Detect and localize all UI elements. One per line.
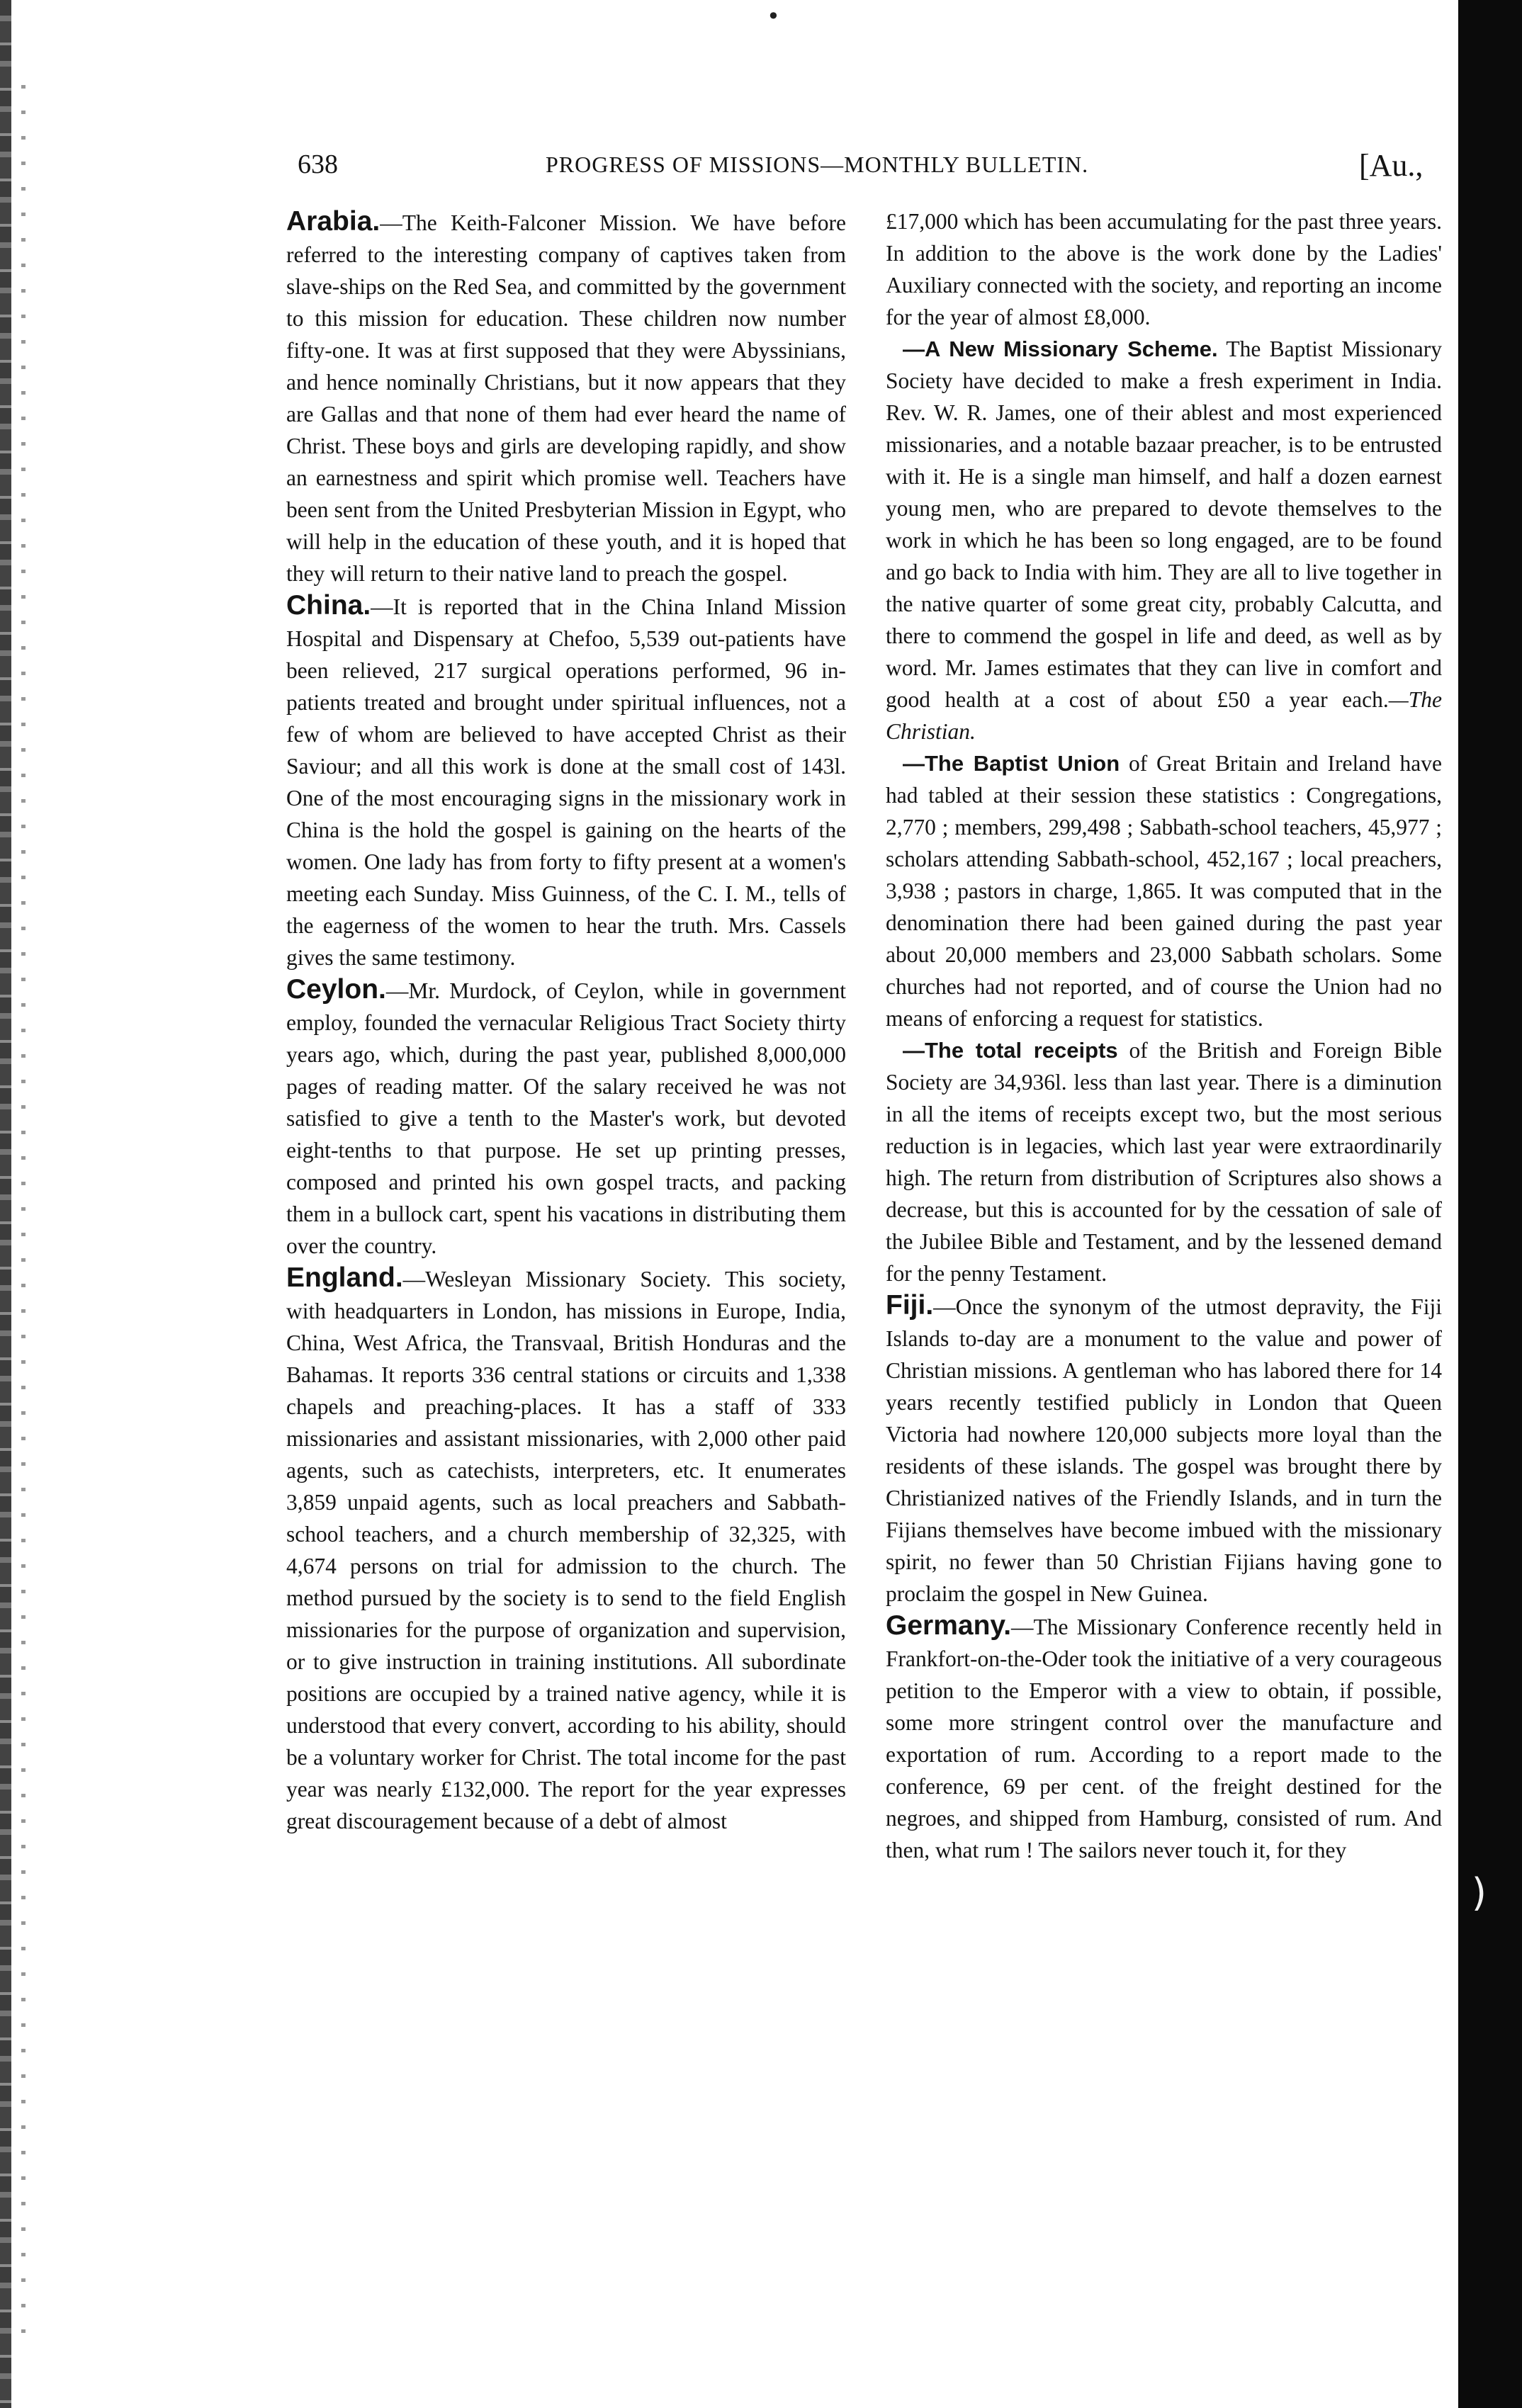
scan-edge-right (1458, 0, 1522, 2408)
paragraph-england (286, 1262, 846, 1837)
paragraph-fiji (886, 1289, 1442, 1610)
running-header (0, 142, 1522, 184)
paragraph-germany (886, 1610, 1442, 1866)
top-mark: • (767, 3, 780, 30)
scan-edge-dots (21, 85, 26, 2352)
paragraph-china (286, 589, 846, 973)
paragraph-text: £17,000 which has been accumulating for the past three years. In addition to the above is the work done by the Ladies' Auxiliary connected with the society, and reporting an income for the year of almost £8,000. (886, 209, 1442, 329)
paragraph-text: The Baptist Missionary Society have decided to make a fresh experiment in India. Rev. W. R. James, one of their ablest and most experienced missionaries, and a notable bazaar preacher, is to be entrusted with it. He is a single man himself, and half a dozen earnest young men, who are prepared to devote themselves to the work in which he has been so long engaged, are to be found and go back to India with him. They are all to live together in the native quarter of some great city, probably Calcutta, and there to commend the gospel in life and deed, as well as by word. Mr. James estimates that they can live in comfort and good health at a cost of about £50 a year each. (886, 337, 1442, 712)
paragraph-text: —Wesleyan Missionary Society. This society, with headquarters in London, has missions in Europe, India, China, West Africa, the Transvaal, British Honduras and the Bahamas. It reports 336 central stations or circuits and 1,338 chapels and preaching-places. It has a staff of 333 missionaries and assistant missionaries, with 2,000 other paid agents, such as catechists, interpreters, etc. It enumerates 3,859 unpaid agents, such as local preachers and Sabbath-school teachers, and a church membership of 32,325, with 4,674 persons on trial for admission to the church. The method pursued by the society is to send to the field English missionaries for the purpose of organization and supervision, or to give instruction in training institutions. All subordinate positions are occupied by a trained native agency, while it is understood that every convert, according to his ability, should be a voluntary worker for Christ. The total income for the past year was nearly £132,000. The report for the year expresses great discouragement because of a debt of almost (286, 1267, 846, 1833)
paragraph-text: —Mr. Murdock, of Ceylon, while in government employ, founded the vernacular Religious Tract Society thirty years ago, which, during the past year, published 8,000,000 pages of reading matter. Of the salary received he was not satisfied to give a tenth to the Master's work, but devoted eight-tenths to that purpose. He set up printing presses, composed and printed his own gospel tracts, and packing them in a bullock cart, spent his vacations in distributing them over the country. (286, 978, 846, 1258)
paragraph-text: —The Keith-Falconer Mission. We have before referred to the interesting company of captives taken from slave-ships on the Red Sea, and committed by the government to this mission for education. These children now number fifty-one. It was at first supposed that they were Abyssinians, and hence nominally Christians, but it now appears that they are Gallas and that none of them had ever heard the name of Christ. These boys and girls are developing rapidly, and show an earnestness and spirit which promise well. Teachers have been sent from the United Presbyterian Mission in Egypt, who will help in the education of these youth, and it is hoped that they will return to their native land to preach the gospel. (286, 210, 846, 586)
edge-bracket-glyph: ) (1471, 1870, 1487, 1915)
section-heading: China. (286, 590, 371, 621)
section-heading: Ceylon. (286, 974, 386, 1005)
subsection-heading: —The Baptist Union (903, 751, 1120, 776)
section-heading: Germany. (886, 1610, 1012, 1641)
paragraph-baptist-union (886, 747, 1442, 1034)
running-title: PROGRESS OF MISSIONS—MONTHLY BULLETIN. (546, 152, 1089, 177)
paragraph-text: —Once the synonym of the utmost depravity, the Fiji Islands to-day are a monument to the value and power of Christian missions. A gentleman who has labored there for 14 years recently testified publicly in London that Queen Victoria had nowhere 120,000 subjects more loyal than the residents of these islands. The gospel was brought there by Christianized natives of the Friendly Islands, and in turn the Fijians themselves have become imbued with the missionary spirit, no fewer than 50 Christian Fijians having gone to proclaim the gospel in New Guinea. (886, 1294, 1442, 1606)
paragraph-text: of the British and Foreign Bible Society are 34,936l. less than last year. There is a diminution in all the items of receipts except two, but the most serious reduction is in legacies, which last year were extraordinarily high. The return from distribution of Scriptures also shows a decrease, but this is accounted for by the cessation of sale of the Jubilee Bible and Testament, and by the lessened demand for the penny Testament. (886, 1038, 1442, 1286)
left-column (286, 205, 846, 1837)
paragraph-continued (886, 205, 1442, 333)
right-column (886, 205, 1442, 1866)
paragraph-bible-society (886, 1034, 1442, 1289)
source-credit: —The Christian. (886, 687, 1442, 744)
subsection-heading: —The total receipts (903, 1038, 1118, 1063)
section-heading: Arabia. (286, 206, 380, 237)
section-heading: Fiji. (886, 1290, 934, 1321)
paragraph-ceylon (286, 973, 846, 1262)
paragraph-text: —The Missionary Conference recently held in Frankfort-on-the-Oder took the initiative of a very courageous petition to the Emperor with a view to obtain, if possible, some more stringent control over the manufacture and exportation of rum. According to a report made to the conference, 69 per cent. of the freight destined for the negroes, and shipped from Hamburg, consisted of rum. And then, what rum ! The sailors never touch it, for they (886, 1615, 1442, 1862)
page-number: 638 (298, 149, 338, 179)
paragraph-text: of Great Britain and Ireland have had tabled at their session these statistics : Congregations, 2,770 ; members, 299,498 ; Sabbath-school teachers, 45,977 ; scholars attending Sabbath-school, 452,167 ; local preachers, 3,938 ; pastors in charge, 1,865. It was computed that in the denomination there had been gained during the past year about 20,000 members and 23,000 Sabbath scholars. Some churches had not reported, and of course the Union had no means of enforcing a request for statistics. (886, 751, 1442, 1031)
section-heading: England. (286, 1262, 403, 1293)
paragraph-new-scheme (886, 333, 1442, 747)
subsection-heading: —A New Missionary Scheme. (903, 337, 1218, 361)
paragraph-arabia (286, 205, 846, 589)
scan-edge-left (0, 0, 11, 2408)
date-fragment: [Au., (1359, 148, 1424, 183)
paragraph-text: —It is reported that in the China Inland Mission Hospital and Dispensary at Chefoo, 5,539 out-patients have been relieved, 217 surgical operations performed, 96 in-patients treated and brought under spiritual influences, not a few of whom are believed to have accepted Christ as their Saviour; and all this work is done at the small cost of 143l. One of the most encouraging signs in the missionary work in China is the hold the gospel is gaining on the hearts of the women. One lady has from forty to fifty present at a women's meeting each Sunday. Miss Guinness, of the C. I. M., tells of the eagerness of the women to hear the truth. Mrs. Cassels gives the same testimony. (286, 594, 846, 970)
